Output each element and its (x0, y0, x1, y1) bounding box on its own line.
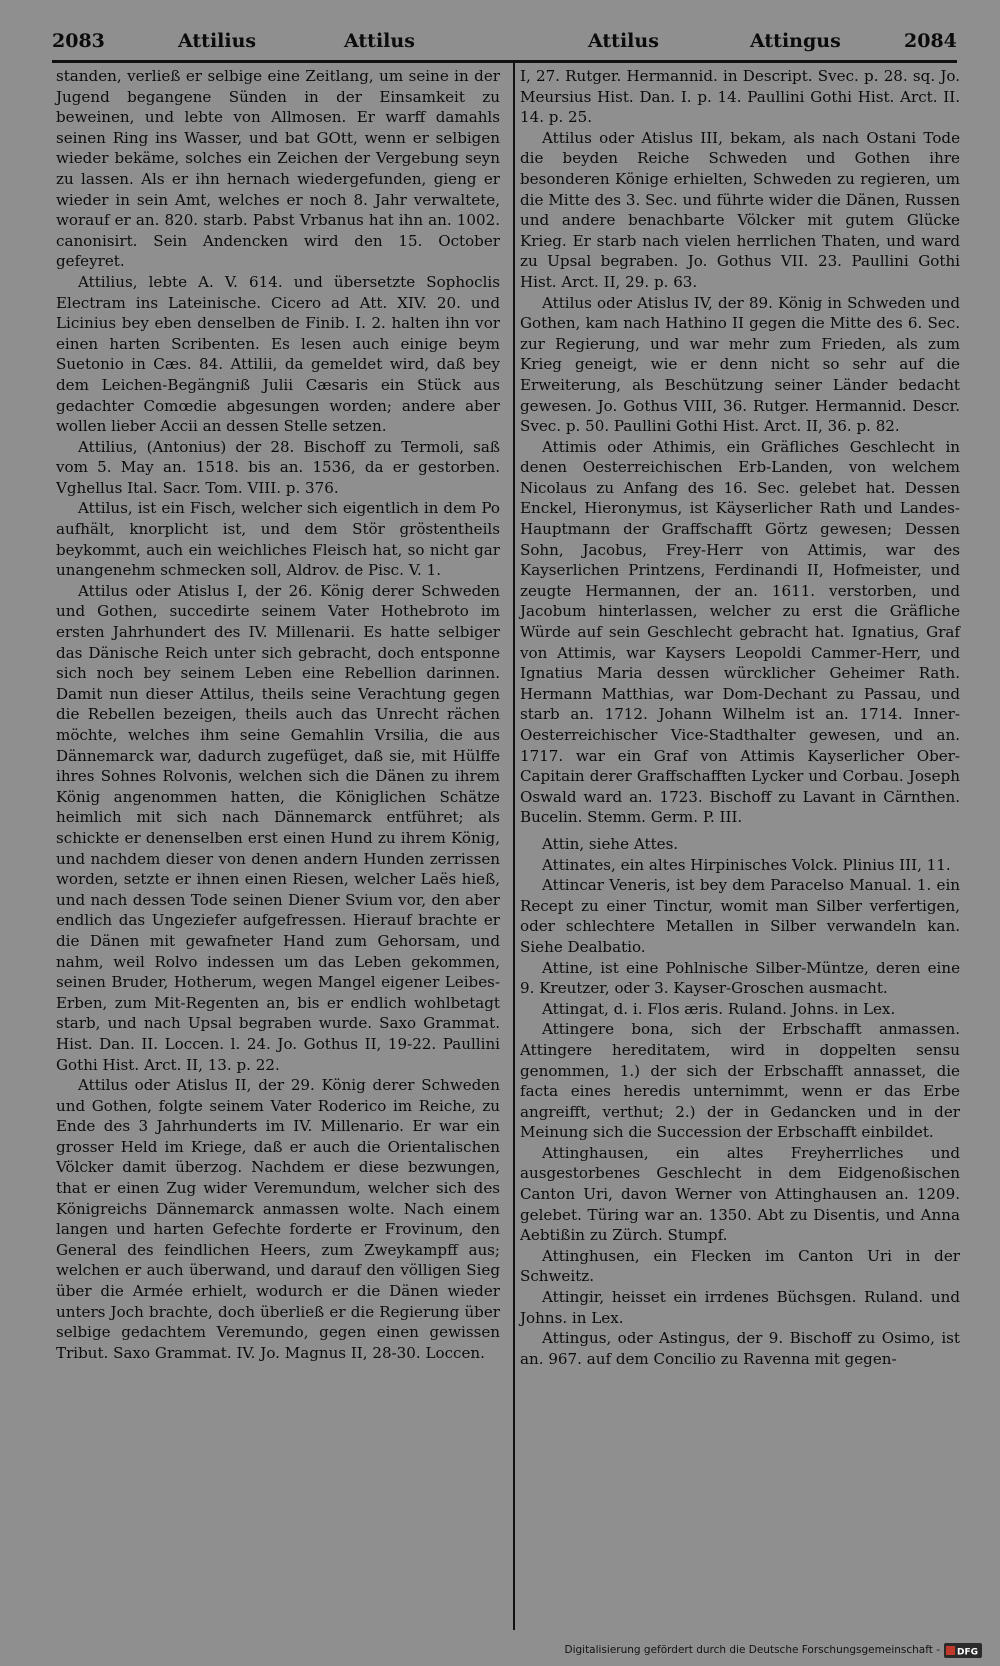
right-column-entry: Attingus, oder Astingus, der 9. Bischoff zu Osimo, ist an. 967. auf dem Concilio zu Ravenna mit gegen- (520, 1329, 960, 1368)
column-divider (513, 62, 515, 1630)
left-column (56, 66, 500, 1363)
header-rule (52, 60, 957, 63)
right-column-entry: Attin, siehe Attes. (542, 834, 679, 853)
header-keyword-3: Attilus (588, 30, 659, 52)
right-column-entry: Attine, ist eine Pohlnische Silber-Müntze, deren eine 9. Kreutzer, oder 3. Kayser-Groschen ausmacht. (520, 958, 960, 998)
left-column-entry: Attilius, (Antonius) der 28. Bischoff zu Termoli, saß vom 5. May an. 1518. bis an. 1536, da er gestorben. Vghellus Ital. Sacr. Tom. VIII. p. 376. (56, 437, 500, 497)
page-number-right: 2084 (904, 30, 957, 52)
digitization-credit: Digitalisierung gefördert durch die Deutsche Forschungsgemeinschaft - (564, 1644, 940, 1656)
svg-text:DFG: DFG (957, 1647, 979, 1658)
left-column-entry: Attilus oder Atislus I, der 26. König derer Schweden und Gothen, succedirte seinem Vater Hothebroto im ersten Jahrhundert des IV. Millenarii. Es hatte selbiger das Dänische Reich unter sich gebracht, doch entsponne sich noch bey seinem Leben eine Rebellion darinnen. Damit nun dieser Attilus, theils seine Verachtung gegen die Rebellen bezeigen, theils auch das Unrecht rächen möchte, welches ihm seine Gemahlin Vrsilia, die aus Dännemarck war, dadurch zugefüget, daß sie, mit Hülffe ihres Sohnes Rolvonis, welchen sich die Dänen zu ihrem König angenommen hatten, die Königlichen Schätze heimlich mit sich nach Dännemarck entführet; als schickte er denenselben erst einen Hund zu ihrem König, und nachdem dieser von denen andern Hunden zerrissen worden, setzte er ihnen einen Riesen, welcher Laës hieß, und nach dessen Tode seinen Diener Svium vor, den aber endlich das Ungeziefer aufgefressen. Hierauf brachte er die Dänen mit gewafneter Hand zum Gehorsam, und nahm, weil Rolvo indessen um das Leben gekommen, seinen Bruder, Hotherum, wegen Mangel eigener Leibes-Erben, zum Mit-Regenten an, bis er endlich wohlbetagt starb, und nach Upsal begraben wurde. Saxo Grammat. Hist. Dan. II. Loccen. l. 24. Jo. Gothus II, 19-22. Paullini Gothi Hist. Arct. II, 13. p. 22. (56, 581, 500, 1074)
left-column-entry: Attilus, ist ein Fisch, welcher sich eigentlich in dem Po aufhält, knorplicht ist, und dem Stör gröstentheils beykommt, auch ein weichliches Fleisch hat, so nicht gar unangenehm schmecken soll, Aldrov. de Pisc. V. 1. (56, 499, 500, 580)
right-column-entry: I, 27. Rutger. Hermannid. in Descript. Svec. p. 28. sq. Jo. Meursius Hist. Dan. I. p. 14. Paullini Gothi Hist. Arct. II. 14. p. 25. (520, 67, 960, 127)
header-keyword-2: Attilus (344, 30, 415, 52)
dfg-logo (944, 1643, 982, 1658)
left-column-entry: Attilius, lebte A. V. 614. und übersetzte Sophoclis Electram ins Lateinische. Cicero ad Att. XIV. 20. und Licinius bey eben denselben de Finib. I. 2. halten ihn vor einen harten Scribenten. Es lesen auch einige beym Suetonio in Cæs. 84. Attilii, da gemeldet wird, daß bey dem Leichen-Begängniß Julii Cæsaris ein Stück aus gedachter Comœdie abgesungen worden; andere aber wollen lieber Accii an dessen Stelle setzen. (56, 272, 500, 436)
header-keyword-1: Attilius (178, 30, 257, 52)
right-column-entry: Attinghusen, ein Flecken im Canton Uri in der Schweitz. (520, 1246, 960, 1286)
left-column-entry: Attilus oder Atislus II, der 29. König derer Schweden und Gothen, folgte seinem Vater Roderico im Reiche, zu Ende des 3 Jahrhunderts im IV. Millenario. Er war ein grosser Held im Kriege, daß er auch die Orientalischen Völcker damit überzog. Nachdem er diese bezwungen, that er einen Zug wider Veremundum, welcher sich des Königreichs Dännemarck anmassen wolte. Nach einem langen und harten Gefechte forderte er Frovinum, den General des feindlichen Heers, zum Zweykampff aus; welchen er auch überwand, und darauf den völligen Sieg über die Armée erhielt, wodurch er die Dänen wieder unters Joch brachte, doch überließ er die Regierung über selbige gedachtem Veremundo, gegen einen gewissen Tribut. Saxo Grammat. IV. Jo. Magnus II, 28-30. Loccen. (56, 1076, 500, 1362)
right-column-entry: Attincar Veneris, ist bey dem Paracelso Manual. 1. ein Recept zu einer Tinctur, womit man Silber verfertigen, oder schlechtere Metallen in Silber verwandeln kan. Siehe Dealbatio. (520, 876, 960, 956)
right-column (520, 66, 960, 1369)
right-column-entry: Attingere bona, sich der Erbschafft anmassen. Attingere hereditatem, wird in doppelten sensu genommen, 1.) der sich der Erbschafft annasset, die facta eines heredis unternimmt, wenn er das Erbe angreifft, verthut; 2.) der in Gedancken und in der Meinung sich die Succession der Erbschafft einbildet. (520, 1020, 960, 1142)
running-header (52, 28, 957, 58)
right-column-entry: Attilus oder Atislus III, bekam, als nach Ostani Tode die beyden Reiche Schweden und Gothen ihre besonderen Könige erhielten, Schweden zu regieren, um die Mitte des 3. Sec. und führte wider die Dänen, Russen und andere benachbarte Völcker mit gutem Glücke Krieg. Er starb nach vielen herrlichen Thaten, und ward zu Upsal begraben. Jo. Gothus VII. 23. Paullini Gothi Hist. Arct. II, 29. p. 63. (520, 128, 960, 291)
page-number-left: 2083 (52, 30, 105, 52)
right-column-entry: Attingat, d. i. Flos æris. Ruland. Johns. in Lex. (542, 999, 896, 1018)
header-keyword-4: Attingus (750, 30, 841, 52)
right-column-entry: Attinates, ein altes Hirpinisches Volck. Plinius III, 11. (542, 855, 951, 874)
right-column-entry: Attimis oder Athimis, ein Gräfliches Geschlecht in denen Oesterreichischen Erb-Landen, von welchem Nicolaus zu Anfang des 16. Sec. gelebet hat. Dessen Enckel, Hieronymus, ist Käyserlicher Rath und Landes-Hauptmann der Graffschafft Görtz gewesen; Dessen Sohn, Jacobus, Frey-Herr von Attimis, war des Kayserlichen Printzens, Ferdinandi II, Hofmeister, und zeugte Hermannen, der an. 1611. verstorben, und Jacobum hinterlassen, welcher zu erst die Gräfliche Würde auf sein Geschlecht gebracht hat. Ignatius, Graf von Attimis, war Kaysers Leopoldi Cammer-Herr, und Ignatius Maria dessen würcklicher Geheimer Rath. Hermann Matthias, war Dom-Dechant zu Passau, und starb an. 1712. Johann Wilhelm ist an. 1714. Inner-Oesterreichischer Vice-Stadthalter gewesen, und an. 1717. war ein Graf von Attimis Kayserlicher Ober-Capitain derer Graffschafften Lycker und Corbau. Joseph Oswald ward an. 1723. Bischoff zu Lavant in Cärnthen. Bucelin. Stemm. Germ. P. III. (520, 437, 960, 827)
left-column-entry: standen, verließ er selbige eine Zeitlang, um seine in der Jugend begangene Sünden in der Einsamkeit zu beweinen, und lebte von Allmosen. Er warff damahls seinen Ring ins Wasser, und bat GOtt, wenn er selbigen wieder bekäme, solches ein Zeichen der Vergebung seyn zu lassen. Als er ihn hernach wiedergefunden, gieng er wieder in sein Amt, welches er noch 8. Jahr verwaltete, worauf er an. 820. starb. Pabst Vrbanus hat ihn an. 1002. canonisirt. Sein Andencken wird den 15. October gefeyret. (56, 67, 500, 271)
right-column-entry: Attinghausen, ein altes Freyherrliches und ausgestorbenes Geschlecht in dem Eidgenoßischen Canton Uri, davon Werner von Attinghausen an. 1209. gelebet. Türing war an. 1350. Abt zu Disentis, und Anna Aebtißin zu Zürch. Stumpf. (520, 1143, 960, 1245)
right-column-entry: Attilus oder Atislus IV, der 89. König in Schweden und Gothen, kam nach Hathino II gegen die Mitte des 6. Sec. zur Regierung, und war mehr zum Frieden, als zum Krieg geneigt, wie er denn nicht so sehr auf die Erweiterung, als Beschützung seiner Länder bedacht gewesen. Jo. Gothus VIII, 36. Rutger. Hermannid. Descr. Svec. p. 50. Paullini Gothi Hist. Arct. II, 36. p. 82. (520, 293, 960, 436)
right-column-entry: Attingir, heisset ein irrdenes Büchsgen. Ruland. und Johns. in Lex. (520, 1288, 960, 1327)
